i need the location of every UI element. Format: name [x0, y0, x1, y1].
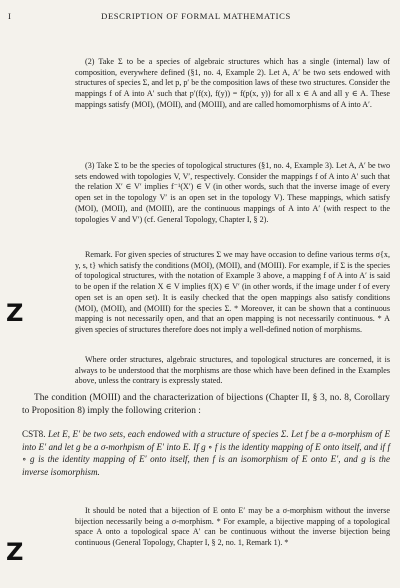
paragraph-text: Where order structures, algebraic structures, and topological structures are concerned, it is always to be understood that the morphisms are those which have been defined in the Examples above, unless the contrary is expressly stated. — [75, 355, 390, 386]
paragraph-text: (3) Take Σ to be the species of topological structures (§1, no. 4, Example 3). Let A, A′ be two sets endowed with topologies V, V′, respectively. Consider the mappings f of A into A′ such that the relation X′ ∈ V′ implies f⁻¹(X′) ∈ V (in other words, such that the inverse image of every open set in the topology V′ is an open set in the topology V). These mappings, which satisfy (MOI), (MOII), and (MOIII), are the continuous mappings of A into A′ (with respect to the topologies V and V′) (cf. General Topology, Chapter I, § 2). — [75, 161, 390, 224]
running-title: DESCRIPTION OF FORMAL MATHEMATICS — [101, 11, 291, 21]
criterion-cst8 — [22, 428, 390, 478]
paragraph-order-structures — [75, 355, 390, 387]
paragraph-bijection-note — [75, 506, 390, 549]
criterion-text: Let E, E′ be two sets, each endowed with a structure of species Σ. Let f be a σ-morphism of E into E′ and let g be a σ-morhpism of E′ into E. If g ∘ f is the identity mapping of E onto itself, and if f ∘ g is the identity mapping of E′ onto itself, then f is an isomorphism of E onto E′, and g is the inverse isomorphism. — [22, 429, 391, 477]
paragraph-condition — [22, 392, 390, 418]
paragraph-text: Remark. For given species of structures Σ we may have occasion to define various terms σ{x, y, s, t} which satisfy the conditions (MOI), (MOII), and (MOIII). For example, if Σ is the species of topological structures, with the notation of Example 3 above, a mapping f of A into A′ is said to be open if the relation X ∈ V implies f(X) ∈ V′ (in other words, if the image under f of every open set is an open set). It is easily checked that the open mappings also satisfy conditions (MOI), (MOII), and (MOIII) for the species Σ. * Moreover, it can be shown that a continuous mapping is not necessarily open, and that an open mapping is not necessarily continuous. * A given species of structures therefore does not imply a well-defined notion of morphisms. — [75, 250, 390, 334]
page-number: I — [8, 11, 12, 21]
paragraph-text: The condition (MOIII) and the characterization of bijections (Chapter II, § 3, no. 8, Corollary to Proposition 8) imply the following criterion : — [22, 393, 390, 417]
margin-danger-bend-mark: Z — [6, 299, 24, 327]
paragraph-text: (2) Take Σ to be a species of algebraic structures which has a single (internal) law of composition, everywhere defined (§1, no. 4, Example 2). Let A, A′ be two sets endowed with structures of species Σ, and let p, p′ be the composition laws of these two structures. Consider the mappings f of A into A′ such that p′(f(x), f(y)) = f(p(x, y)) for all x ∈ A and all y ∈ A. These mappings satisfy (MOI), (MOII), and (MOIII), and are called homomorphisms of A into A′. — [75, 57, 390, 109]
paragraph-homomorphisms — [75, 57, 390, 111]
paragraph-text: It should be noted that a bijection of E onto E′ may be a σ-morphism without the inverse bijection necessarily being a σ-morphism. * For example, a bijective mapping of a topological space A onto a topological space A′ can be continuous without the inverse bijection being continuous (General Topology, Chapter I, § 2, no. 1, Remark 1). * — [75, 506, 390, 548]
page-header — [8, 11, 392, 21]
margin-danger-bend-mark: Z — [6, 538, 24, 566]
paragraph-continuous-mappings — [75, 161, 390, 225]
criterion-label: CST8. — [22, 429, 46, 439]
paragraph-remark — [75, 250, 390, 336]
